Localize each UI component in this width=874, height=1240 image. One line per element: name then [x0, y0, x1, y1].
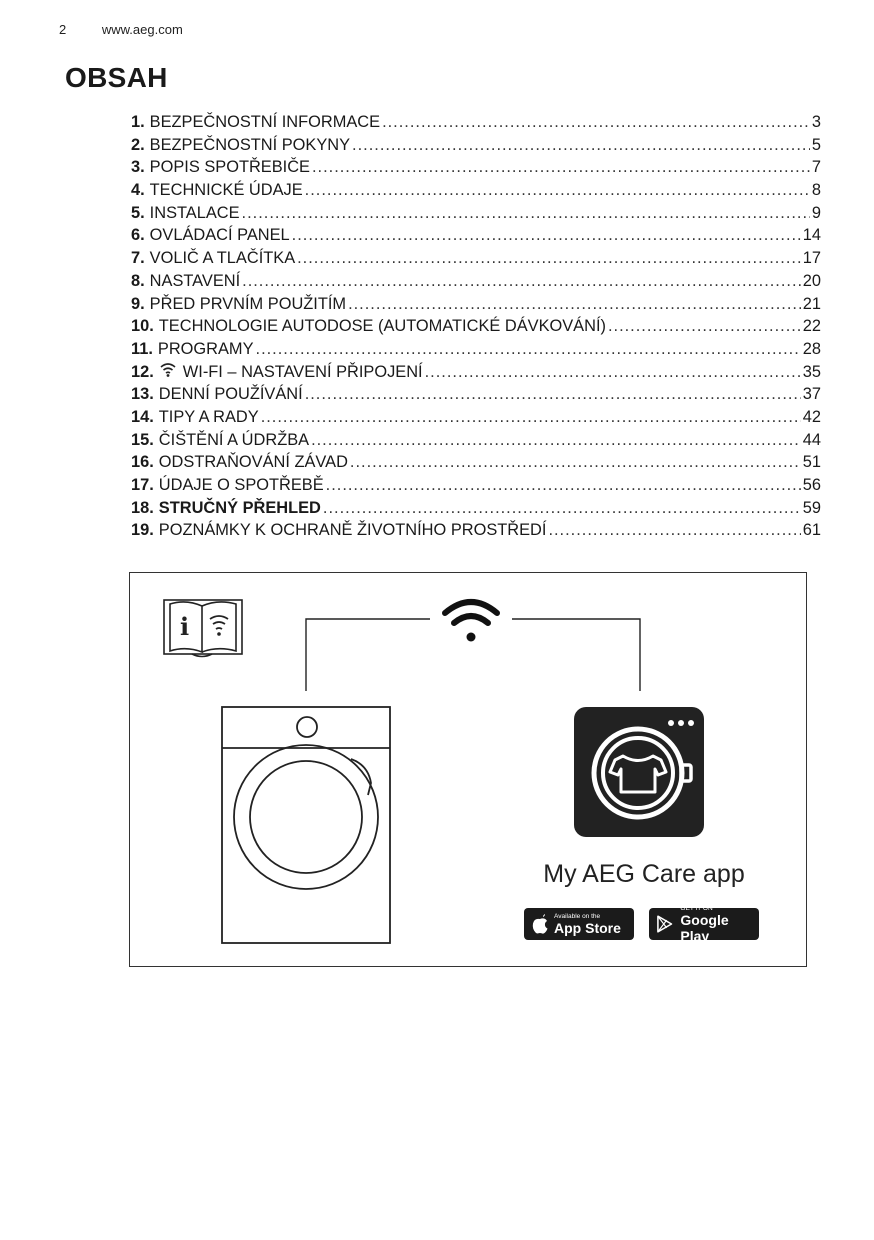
toc-entry-number: 4. — [131, 181, 145, 200]
toc-entry-label: ODSTRAŇOVÁNÍ ZÁVAD — [158, 453, 348, 472]
toc-entry[interactable] — [131, 497, 821, 520]
toc-entry-label: NASTAVENÍ — [149, 271, 241, 290]
toc-entry-label: STRUČNÝ PŘEHLED — [158, 498, 321, 517]
toc-entry-page: 37 — [802, 385, 821, 404]
toc-entry-page: 8 — [811, 181, 821, 200]
toc-entry-number: 17. — [131, 476, 154, 494]
info-letter: i — [180, 612, 190, 641]
toc-entry-number: 10. — [131, 317, 154, 336]
toc-entry-label: BEZPEČNOSTNÍ POKYNY — [149, 135, 351, 154]
toc-entry-number: 6. — [131, 226, 145, 245]
toc-entry[interactable] — [131, 224, 821, 247]
toc-leader-dots — [242, 270, 801, 293]
toc-entry-number: 11. — [131, 339, 153, 358]
page-title: OBSAH — [65, 62, 168, 93]
toc-entry-page: 42 — [802, 407, 821, 426]
toc-leader-dots — [425, 361, 801, 384]
toc-entry[interactable] — [131, 406, 821, 429]
toc-entry-label: ČIŠTĚNÍ A ÚDRŽBA — [158, 430, 310, 449]
toc-entry-number: 15. — [131, 430, 154, 449]
toc-leader-dots — [608, 315, 801, 338]
toc-entry-number: 5. — [131, 203, 145, 222]
toc-entry-page: 59 — [802, 498, 821, 517]
toc-entry-label: ÚDAJE O SPOTŘEBĚ — [158, 476, 324, 494]
toc-entry[interactable] — [131, 315, 821, 338]
toc-entry-page: 5 — [811, 135, 821, 154]
toc-entry[interactable] — [131, 134, 821, 157]
website-link[interactable]: www.aeg.com — [101, 22, 183, 37]
google-play-badge[interactable] — [649, 904, 759, 944]
toc-entry-label: TECHNICKÉ ÚDAJE — [149, 181, 303, 200]
toc-entry-page: 22 — [802, 317, 821, 336]
app-store-small-text: Available on the — [554, 912, 601, 920]
toc-leader-dots — [352, 134, 810, 157]
toc-leader-dots — [242, 202, 810, 225]
page-header — [59, 22, 183, 37]
toc-entry-page: 56 — [802, 476, 821, 494]
toc-entry-label: BEZPEČNOSTNÍ INFORMACE — [149, 113, 381, 131]
washing-machine-icon — [222, 707, 390, 943]
toc-entry-page: 9 — [811, 203, 821, 222]
toc-entry-page: 20 — [802, 271, 821, 290]
toc-entry-page: 21 — [802, 294, 821, 313]
toc-entry-number: 3. — [131, 158, 145, 177]
toc-entry-label: PŘED PRVNÍM POUŽITÍM — [149, 294, 347, 313]
toc-entry[interactable] — [131, 111, 821, 134]
toc-leader-dots — [350, 451, 801, 474]
toc-leader-dots — [256, 338, 801, 361]
toc-leader-dots — [548, 519, 800, 542]
toc-leader-dots — [382, 111, 810, 134]
toc-entry[interactable] — [131, 156, 821, 179]
toc-leader-dots — [348, 293, 801, 316]
toc-entry-label: POPIS SPOTŘEBIČE — [149, 158, 310, 177]
toc-entry-page: 3 — [811, 113, 821, 131]
toc-entry-number: 13. — [131, 385, 154, 404]
toc-leader-dots — [305, 179, 810, 202]
toc-entry-page: 51 — [802, 453, 821, 472]
toc-leader-dots — [297, 247, 801, 270]
manual-book-icon — [164, 600, 242, 657]
app-store-big-text: App Store — [554, 919, 621, 936]
toc-entry-label: PROGRAMY — [157, 339, 254, 358]
google-play-icon — [655, 914, 674, 934]
toc-leader-dots — [292, 224, 801, 247]
toc-entry-page: 44 — [802, 430, 821, 449]
toc-entry-label: WI-FI – NASTAVENÍ PŘIPOJENÍ — [182, 362, 423, 381]
toc-entry-page: 35 — [802, 362, 821, 381]
toc-entry[interactable] — [131, 202, 821, 225]
connection-lines — [306, 619, 640, 691]
toc-entry-label: DENNÍ POUŽÍVÁNÍ — [158, 385, 303, 404]
toc-entry-label: TECHNOLOGIE AUTODOSE (AUTOMATICKÉ DÁVKOVÁNÍ) — [158, 317, 606, 336]
toc-entry[interactable] — [131, 179, 821, 202]
app-name-label: My AEG Care app — [543, 860, 745, 888]
apple-logo-icon — [532, 914, 548, 934]
toc-entry[interactable] — [131, 270, 821, 293]
toc-entry[interactable] — [131, 451, 821, 474]
toc-entry-number: 7. — [131, 249, 145, 268]
toc-entry[interactable] — [131, 293, 821, 316]
toc-entry-label: INSTALACE — [149, 203, 240, 222]
toc-entry-label: OVLÁDACÍ PANEL — [149, 226, 290, 245]
toc-entry-label: TIPY A RADY — [158, 407, 259, 426]
toc-leader-dots — [312, 156, 810, 179]
toc-entry[interactable] — [131, 429, 821, 452]
toc-entry-number: 18. — [131, 498, 154, 517]
toc-entry-page: 14 — [802, 226, 821, 245]
toc-entry-page: 28 — [802, 339, 821, 358]
toc-leader-dots — [305, 383, 801, 406]
wifi-icon — [159, 361, 177, 377]
toc-entry-number: 16. — [131, 453, 154, 472]
toc-entry-page: 61 — [802, 521, 821, 540]
toc-entry-page: 17 — [802, 249, 821, 268]
table-of-contents — [131, 111, 821, 542]
toc-entry-number: 14. — [131, 407, 154, 426]
google-play-small-text: GET IT ON — [680, 904, 713, 912]
toc-entry[interactable] — [131, 361, 821, 384]
toc-entry[interactable] — [131, 383, 821, 406]
toc-entry-number: 12. — [131, 362, 154, 381]
toc-entry[interactable] — [131, 519, 821, 542]
connectivity-illustration — [129, 572, 807, 967]
toc-entry[interactable] — [131, 338, 821, 361]
toc-leader-dots — [261, 406, 801, 429]
toc-leader-dots — [326, 474, 801, 497]
toc-entry-number: 8. — [131, 271, 145, 290]
app-icon — [574, 707, 704, 837]
toc-entry-number: 19. — [131, 521, 154, 540]
app-store-badge[interactable] — [524, 908, 634, 940]
toc-leader-dots — [323, 497, 801, 520]
toc-entry[interactable] — [131, 247, 821, 270]
toc-entry-number: 1. — [131, 113, 145, 131]
toc-entry-number: 9. — [131, 294, 145, 313]
toc-entry-page: 7 — [811, 158, 821, 177]
toc-entry[interactable] — [131, 474, 821, 497]
wifi-icon — [445, 602, 497, 642]
toc-entry-label: VOLIČ A TLAČÍTKA — [149, 249, 296, 268]
toc-leader-dots — [311, 429, 801, 452]
toc-entry-number: 2. — [131, 135, 145, 154]
page-number: 2 — [59, 22, 67, 37]
toc-entry-label: POZNÁMKY K OCHRANĚ ŽIVOTNÍHO PROSTŘEDÍ — [158, 521, 547, 540]
google-play-big-text: Google Play — [680, 911, 729, 944]
